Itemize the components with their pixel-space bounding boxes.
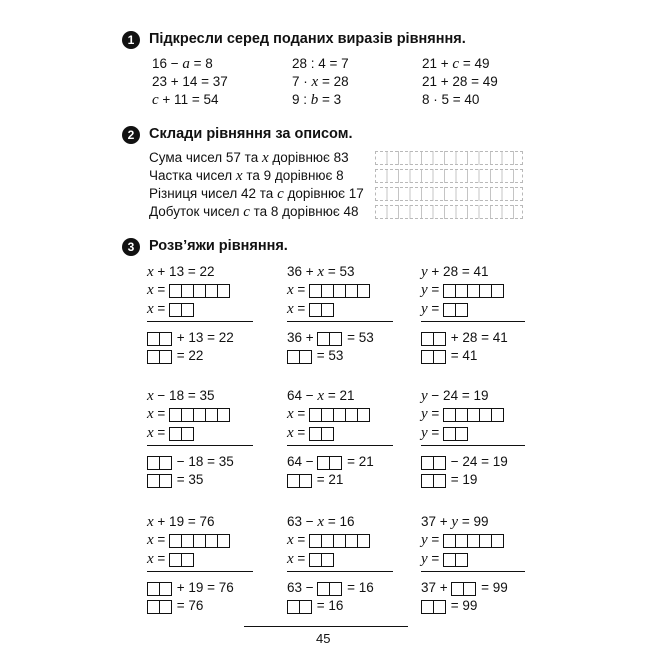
result-line: [287, 472, 343, 488]
answer-box[interactable]: [159, 350, 172, 364]
page-number: 45: [316, 631, 331, 646]
solution-line: x =: [287, 406, 371, 422]
result-text: = 22: [173, 348, 204, 363]
answer-box[interactable]: [455, 427, 468, 441]
answer-box[interactable]: [329, 456, 342, 470]
result-line: [287, 348, 343, 364]
equation: x + 19 = 76: [147, 514, 215, 530]
check-text: + 28 = 41: [447, 330, 508, 345]
answer-boxes[interactable]: [169, 425, 193, 441]
description: Частка чисел x та 9 дорівнює 8: [149, 168, 344, 184]
answer-boxes[interactable]: [309, 301, 333, 317]
answer-box[interactable]: [455, 303, 468, 317]
answer-line: x =: [147, 301, 195, 317]
answer-box[interactable]: [217, 534, 230, 548]
task-1-number: 1: [122, 31, 140, 49]
answer-line: y =: [421, 551, 469, 567]
result-line: [421, 598, 477, 614]
expression: 28 : 4 = 7: [292, 56, 349, 71]
answer-box[interactable]: [491, 284, 504, 298]
separator-line: [421, 445, 525, 446]
answer-boxes[interactable]: [443, 301, 467, 317]
description: Різниця чисел 42 та c дорівнює 17: [149, 186, 364, 202]
answer-boxes[interactable]: [443, 425, 467, 441]
answer-boxes[interactable]: [169, 551, 193, 567]
answer-grid: [375, 151, 523, 165]
result-text: = 21: [313, 472, 344, 487]
check-prefix: 37 +: [421, 580, 452, 595]
answer-boxes[interactable]: [443, 282, 503, 298]
check-line: [287, 454, 374, 470]
answer-boxes[interactable]: [309, 282, 369, 298]
check-line: [421, 580, 508, 596]
answer-line: y =: [421, 425, 469, 441]
answer-boxes[interactable]: [169, 532, 229, 548]
answer-boxes[interactable]: [443, 532, 503, 548]
separator-line: [147, 321, 253, 322]
result-text: = 19: [447, 472, 478, 487]
answer-boxes[interactable]: [147, 348, 171, 364]
answer-box[interactable]: [455, 553, 468, 567]
answer-boxes[interactable]: [317, 580, 341, 596]
answer-boxes[interactable]: [317, 330, 341, 346]
answer-box[interactable]: [329, 582, 342, 596]
answer-box[interactable]: [299, 474, 312, 488]
expression: c + 11 = 54: [152, 92, 219, 108]
answer-box[interactable]: [159, 582, 172, 596]
check-line: [147, 330, 234, 346]
answer-box[interactable]: [329, 332, 342, 346]
answer-boxes[interactable]: [147, 598, 171, 614]
check-text: = 16: [343, 580, 374, 595]
expression: 23 + 14 = 37: [152, 74, 228, 89]
separator-line: [287, 445, 393, 446]
answer-box[interactable]: [299, 350, 312, 364]
answer-box[interactable]: [491, 408, 504, 422]
answer-boxes[interactable]: [309, 425, 333, 441]
result-text: = 35: [173, 472, 204, 487]
solution-line: x =: [147, 282, 231, 298]
task-3-title: Розв’яжи рівняння.: [149, 238, 288, 254]
separator-line: [287, 571, 393, 572]
equation: x + 13 = 22: [147, 264, 215, 280]
description: Добуток чисел c та 8 дорівнює 48: [149, 204, 359, 220]
answer-box[interactable]: [299, 600, 312, 614]
answer-box[interactable]: [433, 332, 446, 346]
result-text: = 16: [313, 598, 344, 613]
equation: 63 − x = 16: [287, 514, 355, 530]
answer-box[interactable]: [181, 553, 194, 567]
answer-boxes[interactable]: [147, 580, 171, 596]
result-line: [147, 598, 203, 614]
answer-boxes[interactable]: [147, 454, 171, 470]
expression: 8 · 5 = 40: [422, 92, 480, 107]
equation: 37 + y = 99: [421, 514, 489, 530]
solution-line: y =: [421, 532, 505, 548]
result-text: = 41: [447, 348, 478, 363]
separator-line: [421, 571, 525, 572]
check-line: [287, 580, 374, 596]
check-text: = 99: [477, 580, 508, 595]
answer-box[interactable]: [433, 474, 446, 488]
result-text: = 53: [313, 348, 344, 363]
answer-box[interactable]: [217, 408, 230, 422]
answer-boxes[interactable]: [421, 598, 445, 614]
answer-box[interactable]: [321, 303, 334, 317]
solution-line: y =: [421, 406, 505, 422]
answer-grid: [375, 187, 523, 201]
answer-box[interactable]: [159, 600, 172, 614]
answer-box[interactable]: [433, 350, 446, 364]
separator-line: [147, 571, 253, 572]
result-line: [287, 598, 343, 614]
task-3-number: 3: [122, 238, 140, 256]
solution-line: x =: [287, 282, 371, 298]
answer-boxes[interactable]: [421, 454, 445, 470]
expression: 9 : b = 3: [292, 92, 342, 108]
result-line: [147, 472, 203, 488]
answer-box[interactable]: [159, 456, 172, 470]
check-line: [287, 330, 374, 346]
answer-grid: [375, 205, 523, 219]
equation: x − 18 = 35: [147, 388, 215, 404]
answer-box[interactable]: [181, 303, 194, 317]
expression: 21 + 28 = 49: [422, 74, 498, 89]
task-2-number: 2: [122, 126, 140, 144]
answer-boxes[interactable]: [451, 580, 475, 596]
equation: 64 − x = 21: [287, 388, 355, 404]
answer-boxes[interactable]: [421, 330, 445, 346]
check-text: − 24 = 19: [447, 454, 508, 469]
separator-line: [421, 321, 525, 322]
check-text: − 18 = 35: [173, 454, 234, 469]
answer-box[interactable]: [491, 534, 504, 548]
task-1-title: Підкресли серед поданих виразів рівняння.: [149, 31, 466, 47]
check-text: = 21: [343, 454, 374, 469]
solution-line: y =: [421, 282, 505, 298]
check-prefix: 63 −: [287, 580, 318, 595]
footer-rule: [244, 626, 408, 627]
expression: 7 · x = 28: [292, 74, 349, 90]
answer-boxes[interactable]: [421, 472, 445, 488]
answer-line: x =: [147, 425, 195, 441]
solution-line: x =: [147, 406, 231, 422]
answer-boxes[interactable]: [443, 406, 503, 422]
answer-boxes[interactable]: [443, 551, 467, 567]
check-line: [147, 580, 234, 596]
solution-line: x =: [147, 532, 231, 548]
answer-boxes[interactable]: [169, 301, 193, 317]
check-line: [147, 454, 234, 470]
answer-box[interactable]: [181, 427, 194, 441]
check-line: [421, 330, 508, 346]
result-text: = 76: [173, 598, 204, 613]
equation: y + 28 = 41: [421, 264, 489, 280]
check-text: = 53: [343, 330, 374, 345]
answer-box[interactable]: [217, 284, 230, 298]
answer-box[interactable]: [463, 582, 476, 596]
answer-boxes[interactable]: [147, 472, 171, 488]
answer-box[interactable]: [433, 456, 446, 470]
solution-line: x =: [287, 532, 371, 548]
check-prefix: 64 −: [287, 454, 318, 469]
result-line: [421, 348, 477, 364]
check-prefix: 36 +: [287, 330, 318, 345]
equation: 36 + x = 53: [287, 264, 355, 280]
check-line: [421, 454, 508, 470]
answer-boxes[interactable]: [287, 472, 311, 488]
answer-boxes[interactable]: [309, 551, 333, 567]
result-text: = 99: [447, 598, 478, 613]
answer-line: y =: [421, 301, 469, 317]
answer-boxes[interactable]: [287, 348, 311, 364]
answer-box[interactable]: [159, 332, 172, 346]
answer-line: x =: [287, 551, 335, 567]
answer-boxes[interactable]: [309, 406, 369, 422]
answer-box[interactable]: [321, 427, 334, 441]
answer-boxes[interactable]: [317, 454, 341, 470]
answer-box[interactable]: [357, 284, 370, 298]
answer-box[interactable]: [321, 553, 334, 567]
result-line: [147, 348, 203, 364]
answer-boxes[interactable]: [287, 598, 311, 614]
answer-boxes[interactable]: [169, 282, 229, 298]
expression: 16 − a = 8: [152, 56, 213, 72]
answer-line: x =: [287, 425, 335, 441]
separator-line: [287, 321, 393, 322]
answer-boxes[interactable]: [421, 348, 445, 364]
task-2-title: Склади рівняння за описом.: [149, 126, 353, 142]
description: Сума чисел 57 та x дорівнює 83: [149, 150, 349, 166]
answer-box[interactable]: [159, 474, 172, 488]
expression: 21 + c = 49: [422, 56, 490, 72]
separator-line: [147, 445, 253, 446]
check-text: + 13 = 22: [173, 330, 234, 345]
equation: y − 24 = 19: [421, 388, 489, 404]
answer-line: x =: [147, 551, 195, 567]
answer-line: x =: [287, 301, 335, 317]
answer-boxes[interactable]: [309, 532, 369, 548]
result-line: [421, 472, 477, 488]
answer-grid: [375, 169, 523, 183]
answer-boxes[interactable]: [147, 330, 171, 346]
answer-box[interactable]: [433, 600, 446, 614]
answer-boxes[interactable]: [169, 406, 229, 422]
answer-box[interactable]: [357, 408, 370, 422]
check-text: + 19 = 76: [173, 580, 234, 595]
answer-box[interactable]: [357, 534, 370, 548]
